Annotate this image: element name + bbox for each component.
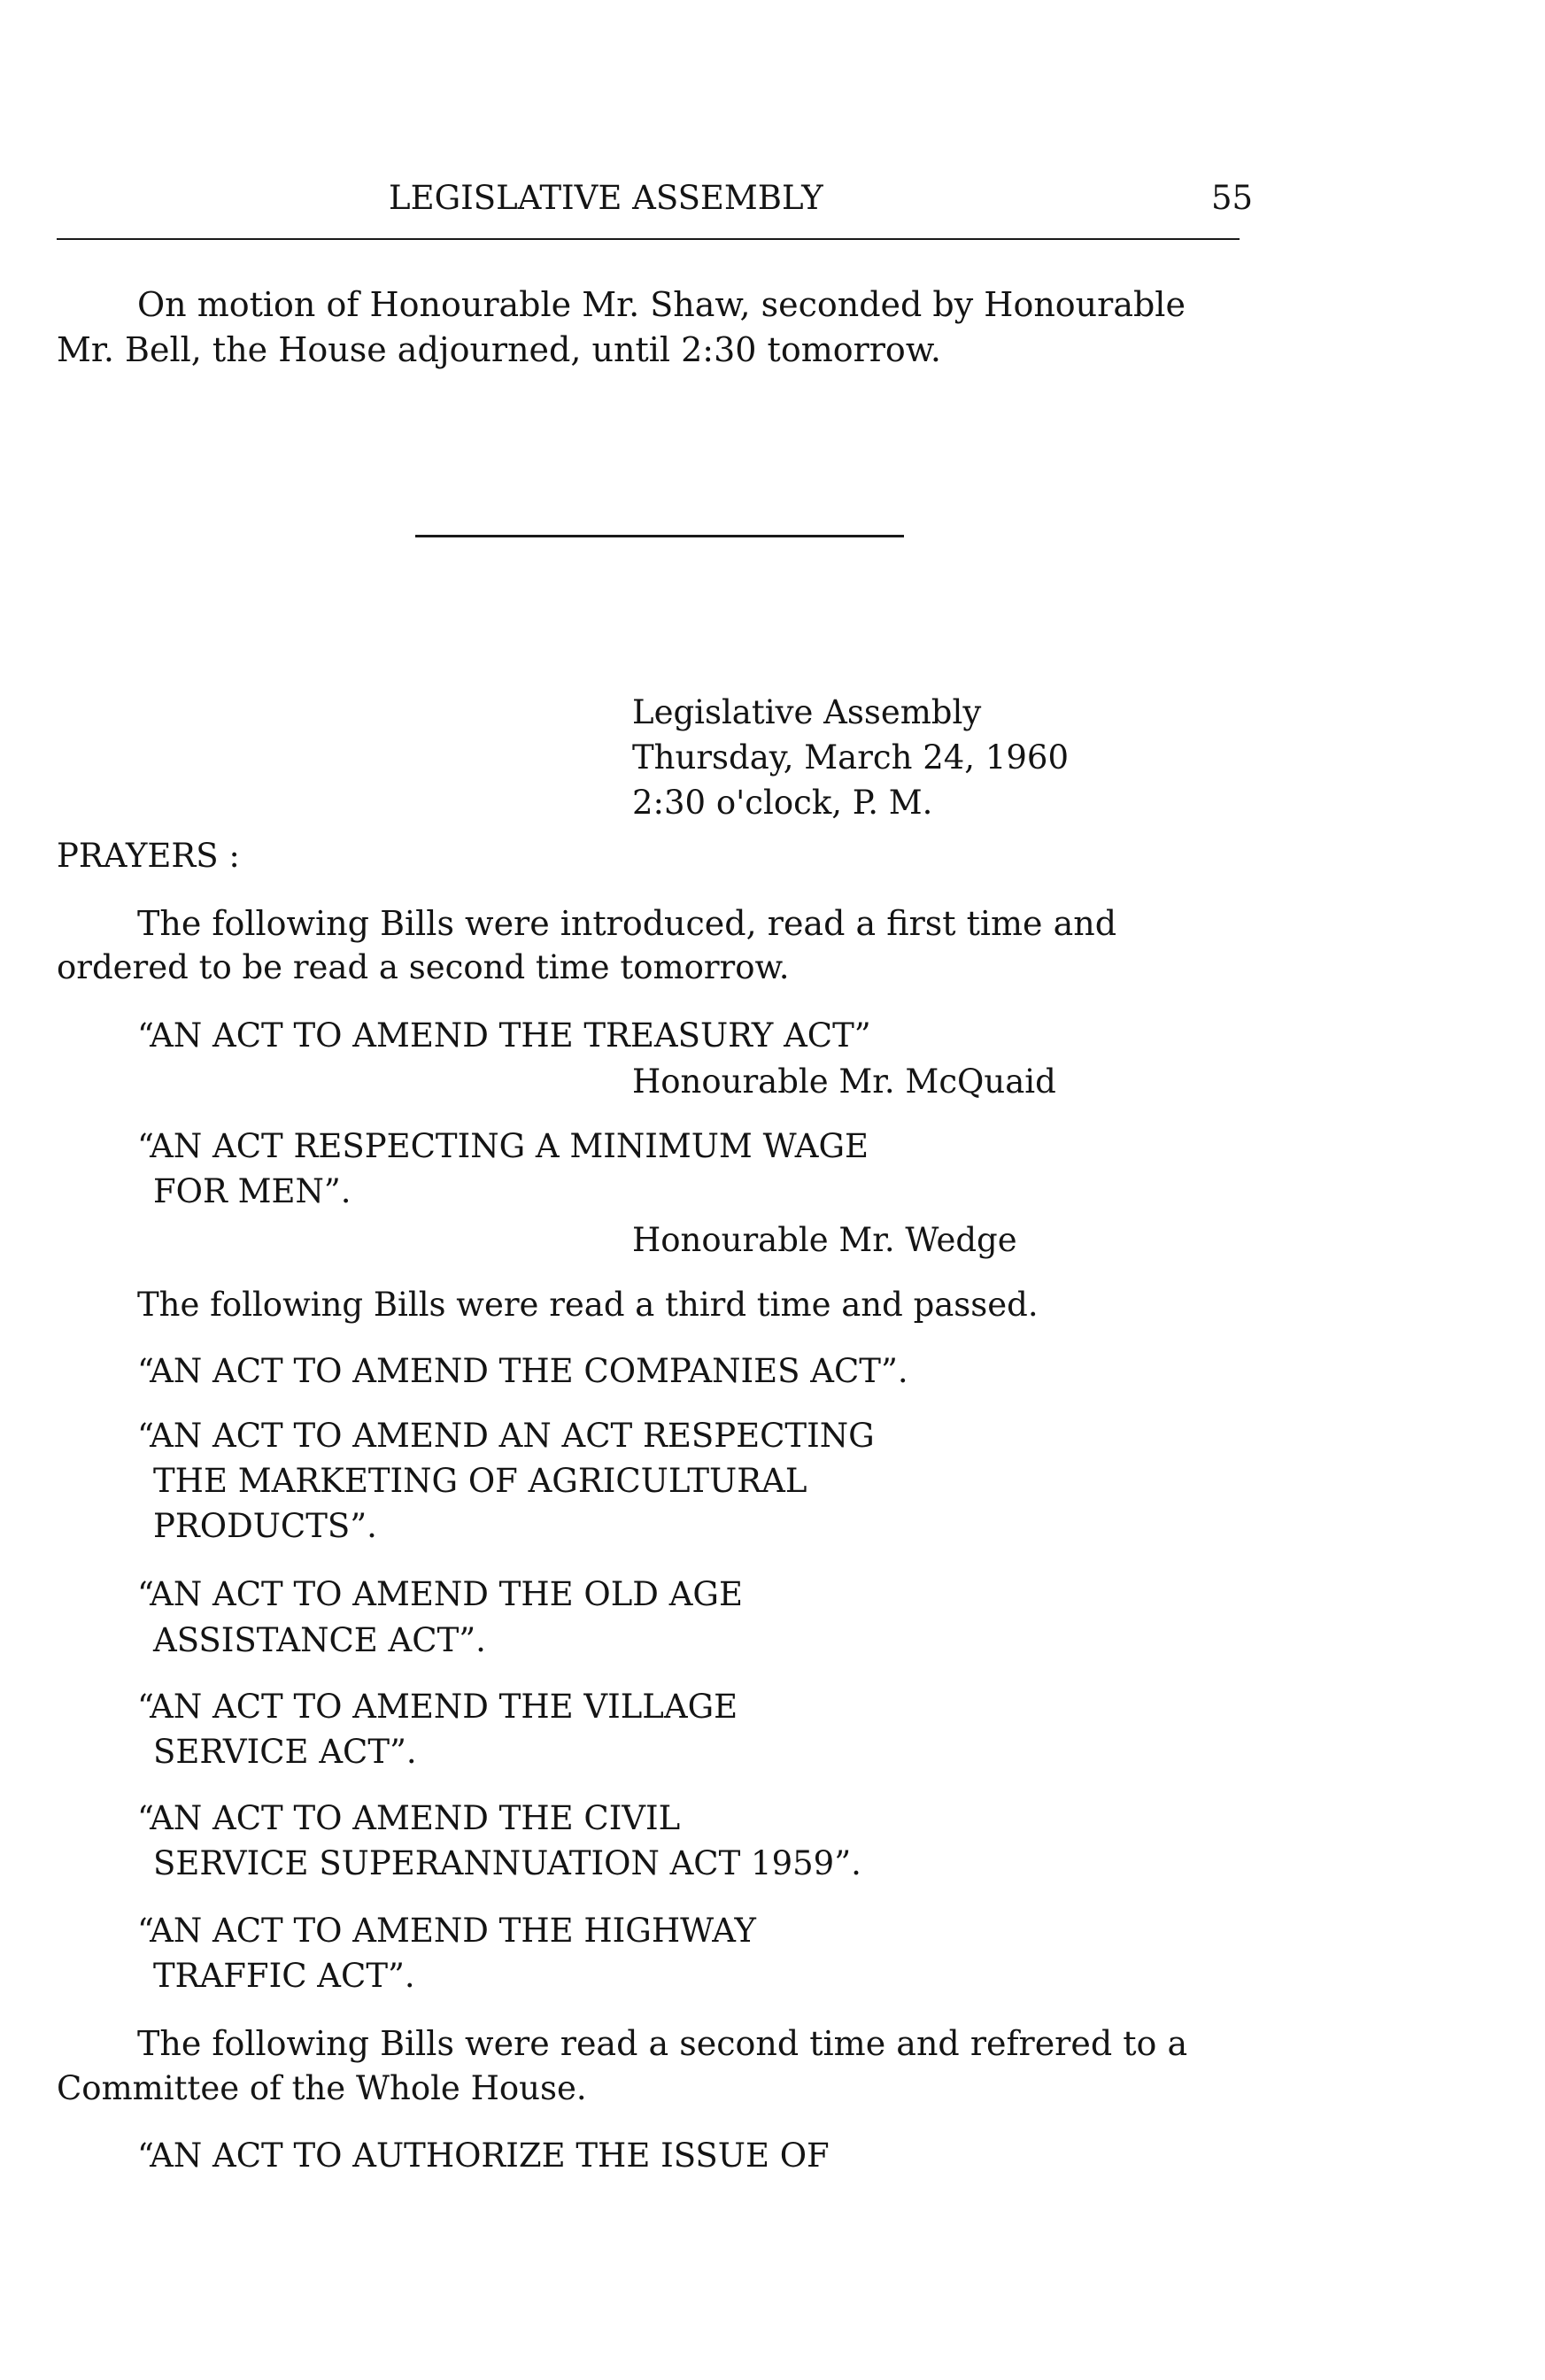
sitting-body: Legislative Assembly	[632, 693, 982, 731]
adjournment-line-1: On motion of Honourable Mr. Shaw, seconded by Honourable	[137, 285, 1186, 324]
bill-title-line: “AN ACT TO AMEND THE CIVIL	[137, 1799, 681, 1837]
bill-title-line: “AN ACT TO AMEND THE TREASURY ACT”	[137, 1016, 871, 1055]
bill-title-line: TRAFFIC ACT”.	[153, 1957, 415, 1995]
bill-sponsor: Honourable Mr. McQuaid	[632, 1062, 1056, 1101]
section-separator-rule	[415, 535, 904, 537]
adjournment-line-2: Mr. Bell, the House adjourned, until 2:30 tomorrow.	[57, 330, 941, 369]
sitting-date: Thursday, March 24, 1960	[632, 738, 1069, 777]
page-number: 55	[1211, 179, 1254, 217]
bill-title-line: “AN ACT TO AMEND THE VILLAGE	[137, 1688, 738, 1726]
bill-sponsor: Honourable Mr. Wedge	[632, 1221, 1017, 1259]
bill-title-line: THE MARKETING OF AGRICULTURAL	[153, 1462, 807, 1500]
second-reading-intro-line-1: The following Bills were read a second time and refrered to a	[137, 2024, 1188, 2063]
sitting-time: 2:30 o'clock, P. M.	[632, 784, 933, 822]
bill-title-line: “AN ACT TO AMEND THE OLD AGE	[137, 1575, 743, 1613]
header-rule	[57, 238, 1240, 240]
bill-title-line: “AN ACT TO AMEND THE HIGHWAY	[137, 1912, 756, 1950]
introduced-intro-line-2: ordered to be read a second time tomorrow.	[57, 948, 790, 986]
introduced-intro-line-1: The following Bills were introduced, read a first time and	[137, 904, 1117, 943]
third-reading-intro: The following Bills were read a third time and passed.	[137, 1286, 1039, 1324]
bill-title-line: SERVICE SUPERANNUATION ACT 1959”.	[153, 1844, 861, 1882]
bill-title-line: ASSISTANCE ACT”.	[153, 1621, 486, 1659]
second-reading-intro-line-2: Committee of the Whole House.	[57, 2069, 587, 2107]
bill-title-line: “AN ACT TO AMEND AN ACT RESPECTING	[137, 1417, 875, 1455]
running-header-title: LEGISLATIVE ASSEMBLY	[389, 179, 823, 217]
bill-title-line: “AN ACT RESPECTING A MINIMUM WAGE	[137, 1127, 869, 1165]
bill-title-line: PRODUCTS”.	[153, 1507, 377, 1545]
bill-title-line: SERVICE ACT”.	[153, 1733, 417, 1771]
bill-title-line: FOR MEN”.	[153, 1172, 351, 1210]
bill-title-line: “AN ACT TO AUTHORIZE THE ISSUE OF	[137, 2137, 830, 2175]
bill-title-line: “AN ACT TO AMEND THE COMPANIES ACT”.	[137, 1352, 908, 1390]
prayers-heading: PRAYERS :	[57, 837, 240, 875]
